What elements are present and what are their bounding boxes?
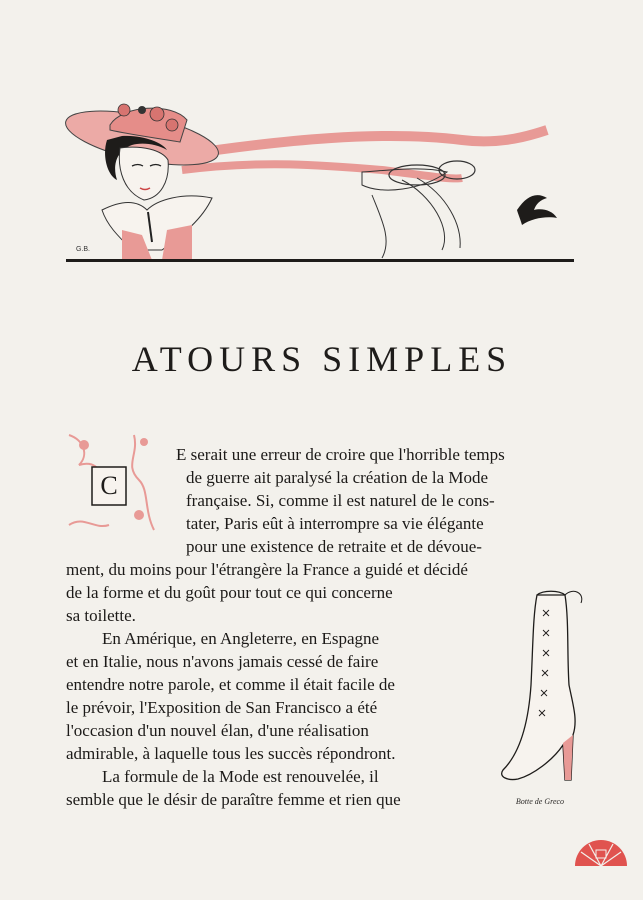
boot-caption: Botte de Greco <box>515 797 565 806</box>
half-sun-emblem-icon <box>575 840 627 866</box>
article-line: le prévoir, l'Exposition de San Francisco a été <box>66 698 378 717</box>
article-line: E serait une erreur de croire que l'horrible temps <box>176 445 505 464</box>
article-line: française. Si, comme il est naturel de le cons- <box>186 491 495 510</box>
artist-initials: G.B. <box>76 246 91 253</box>
boot-illustration <box>493 585 589 790</box>
drop-cap-letter: C <box>100 471 118 500</box>
article-line: La formule de la Mode est renouvelée, il <box>102 767 379 786</box>
article-line: sa toilette. <box>66 606 136 625</box>
article-line: ment, du moins pour l'étrangère la France a guidé et décidé <box>66 560 468 579</box>
article-line: et en Italie, nous n'avons jamais cessé de faire <box>66 652 379 671</box>
article-line: de guerre ait paralysé la création de la Mode <box>186 468 489 487</box>
header-illustration <box>62 100 576 265</box>
article-line: semble que le désir de paraître femme et rien que <box>66 790 401 809</box>
header-rule <box>66 259 574 262</box>
article-line: pour une existence de retraite et de dévoue- <box>186 537 482 556</box>
article-line: entendre notre parole, et comme il était facile de <box>66 675 395 694</box>
article-line: de la forme et du goût pour tout ce qui concerne <box>66 583 393 602</box>
article-line: l'occasion d'un nouvel élan, d'une réalisation <box>66 721 369 740</box>
article-line: tater, Paris eût à interrompre sa vie élégante <box>186 514 484 533</box>
article-title: ATOURS SIMPLES <box>131 339 513 379</box>
article-line: admirable, à laquelle tous les succès répondront. <box>66 744 396 763</box>
article-line: En Amérique, en Angleterre, en Espagne <box>102 629 380 648</box>
